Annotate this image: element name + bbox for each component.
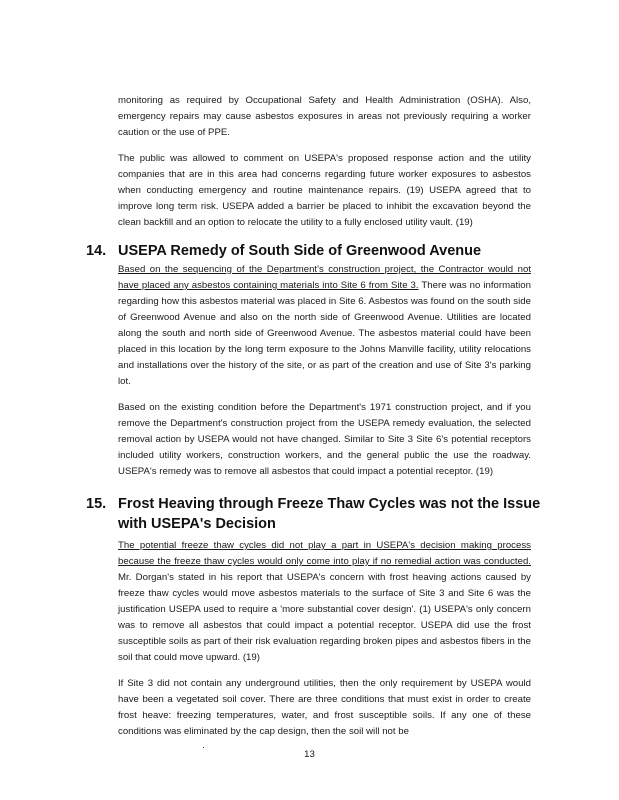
section-14-paragraph-1: [118, 262, 531, 390]
section-15-paragraph-1: [118, 538, 531, 666]
paragraph-text: There was no information regarding how this asbestos material was placed in Site 6. Asbestos was found on the south side of Greenwood Avenue and also on the north side of Greenwood Avenue. Utilities are located along the south and north side of Greenwood Avenue. The asbestos material could have been placed in this location by the long term exposure to the Johns Manville facility, utility relocations and installations over the history of the site, or as part of the creation and use of Site 3's parking lot.: [118, 280, 532, 387]
paragraph-text: If Site 3 did not contain any underground utilities, then the only requirement by USEPA would have been a vegetated soil cover. There are three conditions that must exist in order to create frost heave: freezing temperatures, water, and frost susceptible soils. If any one of these conditions was eliminated by the cap design, then the soil will not be: [118, 678, 531, 737]
paragraph-text: Based on the existing condition before the Department's 1971 construction project, and if you remove the Department's construction project from the USEPA remedy evaluation, the selected removal action by USEPA would not have changed. Similar to Site 3 Site 6's potential receptors included utility workers, construction workers, and the general public the use the roadway. USEPA's remedy was to remove all asbestos that could impact a potential receptor. (19): [118, 402, 531, 477]
section-number: 14.: [86, 243, 107, 259]
section-15-paragraph-2: [118, 676, 531, 740]
section-14-body: [118, 262, 531, 490]
underlined-statement: Based on the sequencing of the Department's construction project, the Contractor would not have placed any asbestos containing materials into Site 6 from Site 3.: [118, 264, 531, 291]
scan-speck: [203, 747, 204, 748]
intro-paragraph-1: monitoring as required by Occupational Safety and Health Administration (OSHA). Also, emergency repairs may cause asbestos exposures in areas not previously requiring a worker caution or the use of PPE.: [118, 95, 531, 138]
section-number: 15.: [86, 496, 107, 512]
section-title: USEPA Remedy of South Side of Greenwood Avenue: [118, 243, 482, 259]
section-title: Frost Heaving through Freeze Thaw Cycles was not the Issue with USEPA's Decision: [118, 496, 541, 532]
intro-text: [118, 93, 531, 241]
page-number: 13: [304, 749, 315, 760]
intro-paragraph-2: The public was allowed to comment on USEPA's proposed response action and the utility companies that are in this area had concerns regarding future worker exposures to asbestos when conducting emergency and routine maintenance repairs. (19) USEPA agreed that to improve long term risk. USEPA added a barrier be placed to inhibit the excavation beyond the clean backfill and an option to relocate the utility to a fully enclosed utility vault. (19): [118, 153, 531, 228]
underlined-statement: The potential freeze thaw cycles did not play a part in USEPA's decision making process because the freeze thaw cycles would only come into play if no remedial action was conducted.: [118, 540, 531, 567]
paragraph-text: Mr. Dorgan's stated in his report that USEPA's concern with frost heaving actions caused by freeze thaw cycles would move asbestos materials to the surface of Site 3 and Site 6 was the justification USEPA used to require a 'more substantial cover design'. (1) USEPA's only concern was to remove all asbestos that could impact a potential receptor. USEPA did use the frost susceptible soils as part of their risk evaluation regarding broken pipes and asbestos fibers in the soil that could move upward. (19): [118, 572, 531, 663]
section-15-body: [118, 538, 531, 750]
section-14-paragraph-2: [118, 400, 531, 480]
